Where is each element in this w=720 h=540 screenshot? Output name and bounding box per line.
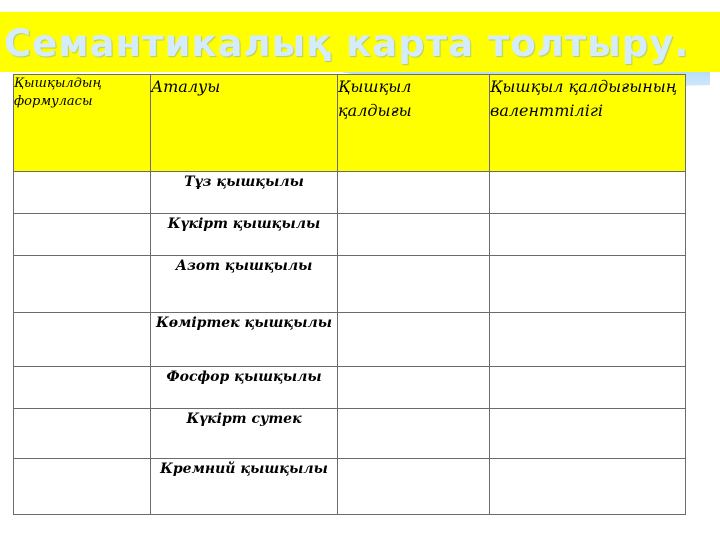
formula-cell[interactable] xyxy=(14,409,151,459)
valence-cell[interactable] xyxy=(490,313,686,367)
formula-cell[interactable] xyxy=(14,172,151,214)
table-row xyxy=(14,313,686,367)
valence-cell[interactable] xyxy=(490,409,686,459)
header-residue: Қышқыл қалдығы xyxy=(338,75,490,172)
residue-cell[interactable] xyxy=(338,214,490,256)
formula-cell[interactable] xyxy=(14,367,151,409)
residue-cell[interactable] xyxy=(338,313,490,367)
table-row xyxy=(14,256,686,313)
acid-name-cell: Азот қышқылы xyxy=(151,256,338,313)
table-header-row xyxy=(14,75,686,172)
formula-cell[interactable] xyxy=(14,459,151,515)
acid-name-cell: Фосфор қышқылы xyxy=(151,367,338,409)
table-row xyxy=(14,459,686,515)
table-row xyxy=(14,409,686,459)
header-valence: Қышқыл қалдығының валенттілігі xyxy=(490,75,686,172)
valence-cell[interactable] xyxy=(490,172,686,214)
header-name: Аталуы xyxy=(151,75,338,172)
acid-name-cell: Тұз қышқылы xyxy=(151,172,338,214)
table-row xyxy=(14,172,686,214)
acid-name-cell: Көміртек қышқылы xyxy=(151,313,338,367)
table-row xyxy=(14,367,686,409)
residue-cell[interactable] xyxy=(338,409,490,459)
formula-cell[interactable] xyxy=(14,313,151,367)
formula-cell[interactable] xyxy=(14,214,151,256)
residue-cell[interactable] xyxy=(338,367,490,409)
acid-name-cell: Күкірт сутек xyxy=(151,409,338,459)
slide-title: Семантикалық карта толтыру. xyxy=(4,22,690,65)
semantic-map-table xyxy=(13,74,686,515)
formula-cell[interactable] xyxy=(14,256,151,313)
valence-cell[interactable] xyxy=(490,256,686,313)
residue-cell[interactable] xyxy=(338,256,490,313)
acid-name-cell: Кремний қышқылы xyxy=(151,459,338,515)
header-formula: Қышқылдың формуласы xyxy=(14,75,151,172)
acid-name-cell: Күкірт қышқылы xyxy=(151,214,338,256)
residue-cell[interactable] xyxy=(338,172,490,214)
valence-cell[interactable] xyxy=(490,367,686,409)
residue-cell[interactable] xyxy=(338,459,490,515)
valence-cell[interactable] xyxy=(490,214,686,256)
valence-cell[interactable] xyxy=(490,459,686,515)
table-row xyxy=(14,214,686,256)
